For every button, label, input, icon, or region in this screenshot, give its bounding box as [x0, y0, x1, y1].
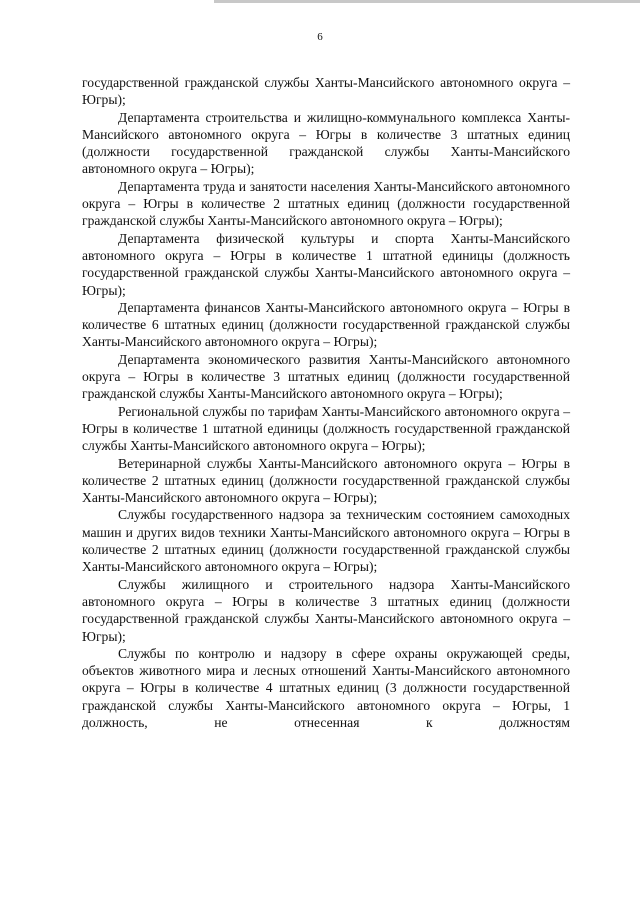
scan-edge-line — [214, 0, 640, 3]
paragraph-technical-supervision-service: Службы государственного надзора за техническим состоянием самоходных машин и других видов техники Ханты-Мансийского автономного округа – Югры в количестве 2 штатных единиц (должности государственной гражданской службы Ханты-Мансийского автономного округа – Югры); — [82, 507, 570, 575]
paragraph-finance-department: Департамента финансов Ханты-Мансийского автономного округа – Югры в количестве 6 штатных единиц (должности государственной гражданской службы Ханты-Мансийского автономного округа – Югры); — [82, 299, 570, 350]
paragraph-veterinary-service: Ветеринарной службы Ханты-Мансийского автономного округа – Югры в количестве 2 штатных единиц (должности государственной гражданской службы Ханты-Мансийского автономного округа – Югры); — [82, 455, 570, 506]
paragraph-labor-department: Департамента труда и занятости населения Ханты-Мансийского автономного округа – Югры в количестве 2 штатных единиц (должности государственной гражданской службы Ханты-Мансийского автономного округа – Югры); — [82, 178, 570, 229]
paragraph-continuation: государственной гражданской службы Ханты-Мансийского автономного округа – Югры); — [82, 75, 570, 108]
paragraph-sport-department: Департамента физической культуры и спорта Ханты-Мансийского автономного округа – Югры в количестве 1 штатной единицы (должность государственной гражданской службы Ханты-Мансийского автономного округа – Югры); — [82, 230, 570, 298]
page-number: 6 — [317, 31, 323, 43]
paragraph-economic-department: Департамента экономического развития Ханты-Мансийского автономного округа – Югры в количестве 3 штатных единиц (должности государственной гражданской службы Ханты-Мансийского автономного округа – Югры); — [82, 351, 570, 402]
paragraph-construction-department: Департамента строительства и жилищно-коммунального комплекса Ханты-Мансийского автономного округа – Югры в количестве 3 штатных единиц (должности государственной гражданской службы Ханты-Мансийского автономного округа – Югры); — [82, 109, 570, 177]
paragraph-housing-supervision-service: Службы жилищного и строительного надзора Ханты-Мансийского автономного округа – Югры в количестве 3 штатных единиц (должности государственной гражданской службы Ханты-Мансийского автономного округа – Югры); — [82, 576, 570, 644]
paragraph-environment-service: Службы по контролю и надзору в сфере охраны окружающей среды, объектов животного мира и лесных отношений Ханты-Мансийского автономного округа – Югры в количестве 4 штатных единиц (3 должности государственной гражданской службы Ханты-Мансийского автономного округа – Югры, 1 должность, не отнесенная к должностям — [82, 645, 570, 730]
paragraph-tariff-service: Региональной службы по тарифам Ханты-Мансийского автономного округа – Югры в количестве 1 штатной единицы (должность государственной гражданской службы Ханты-Мансийского автономного округа – Югры); — [82, 403, 570, 454]
document-body — [82, 74, 570, 731]
